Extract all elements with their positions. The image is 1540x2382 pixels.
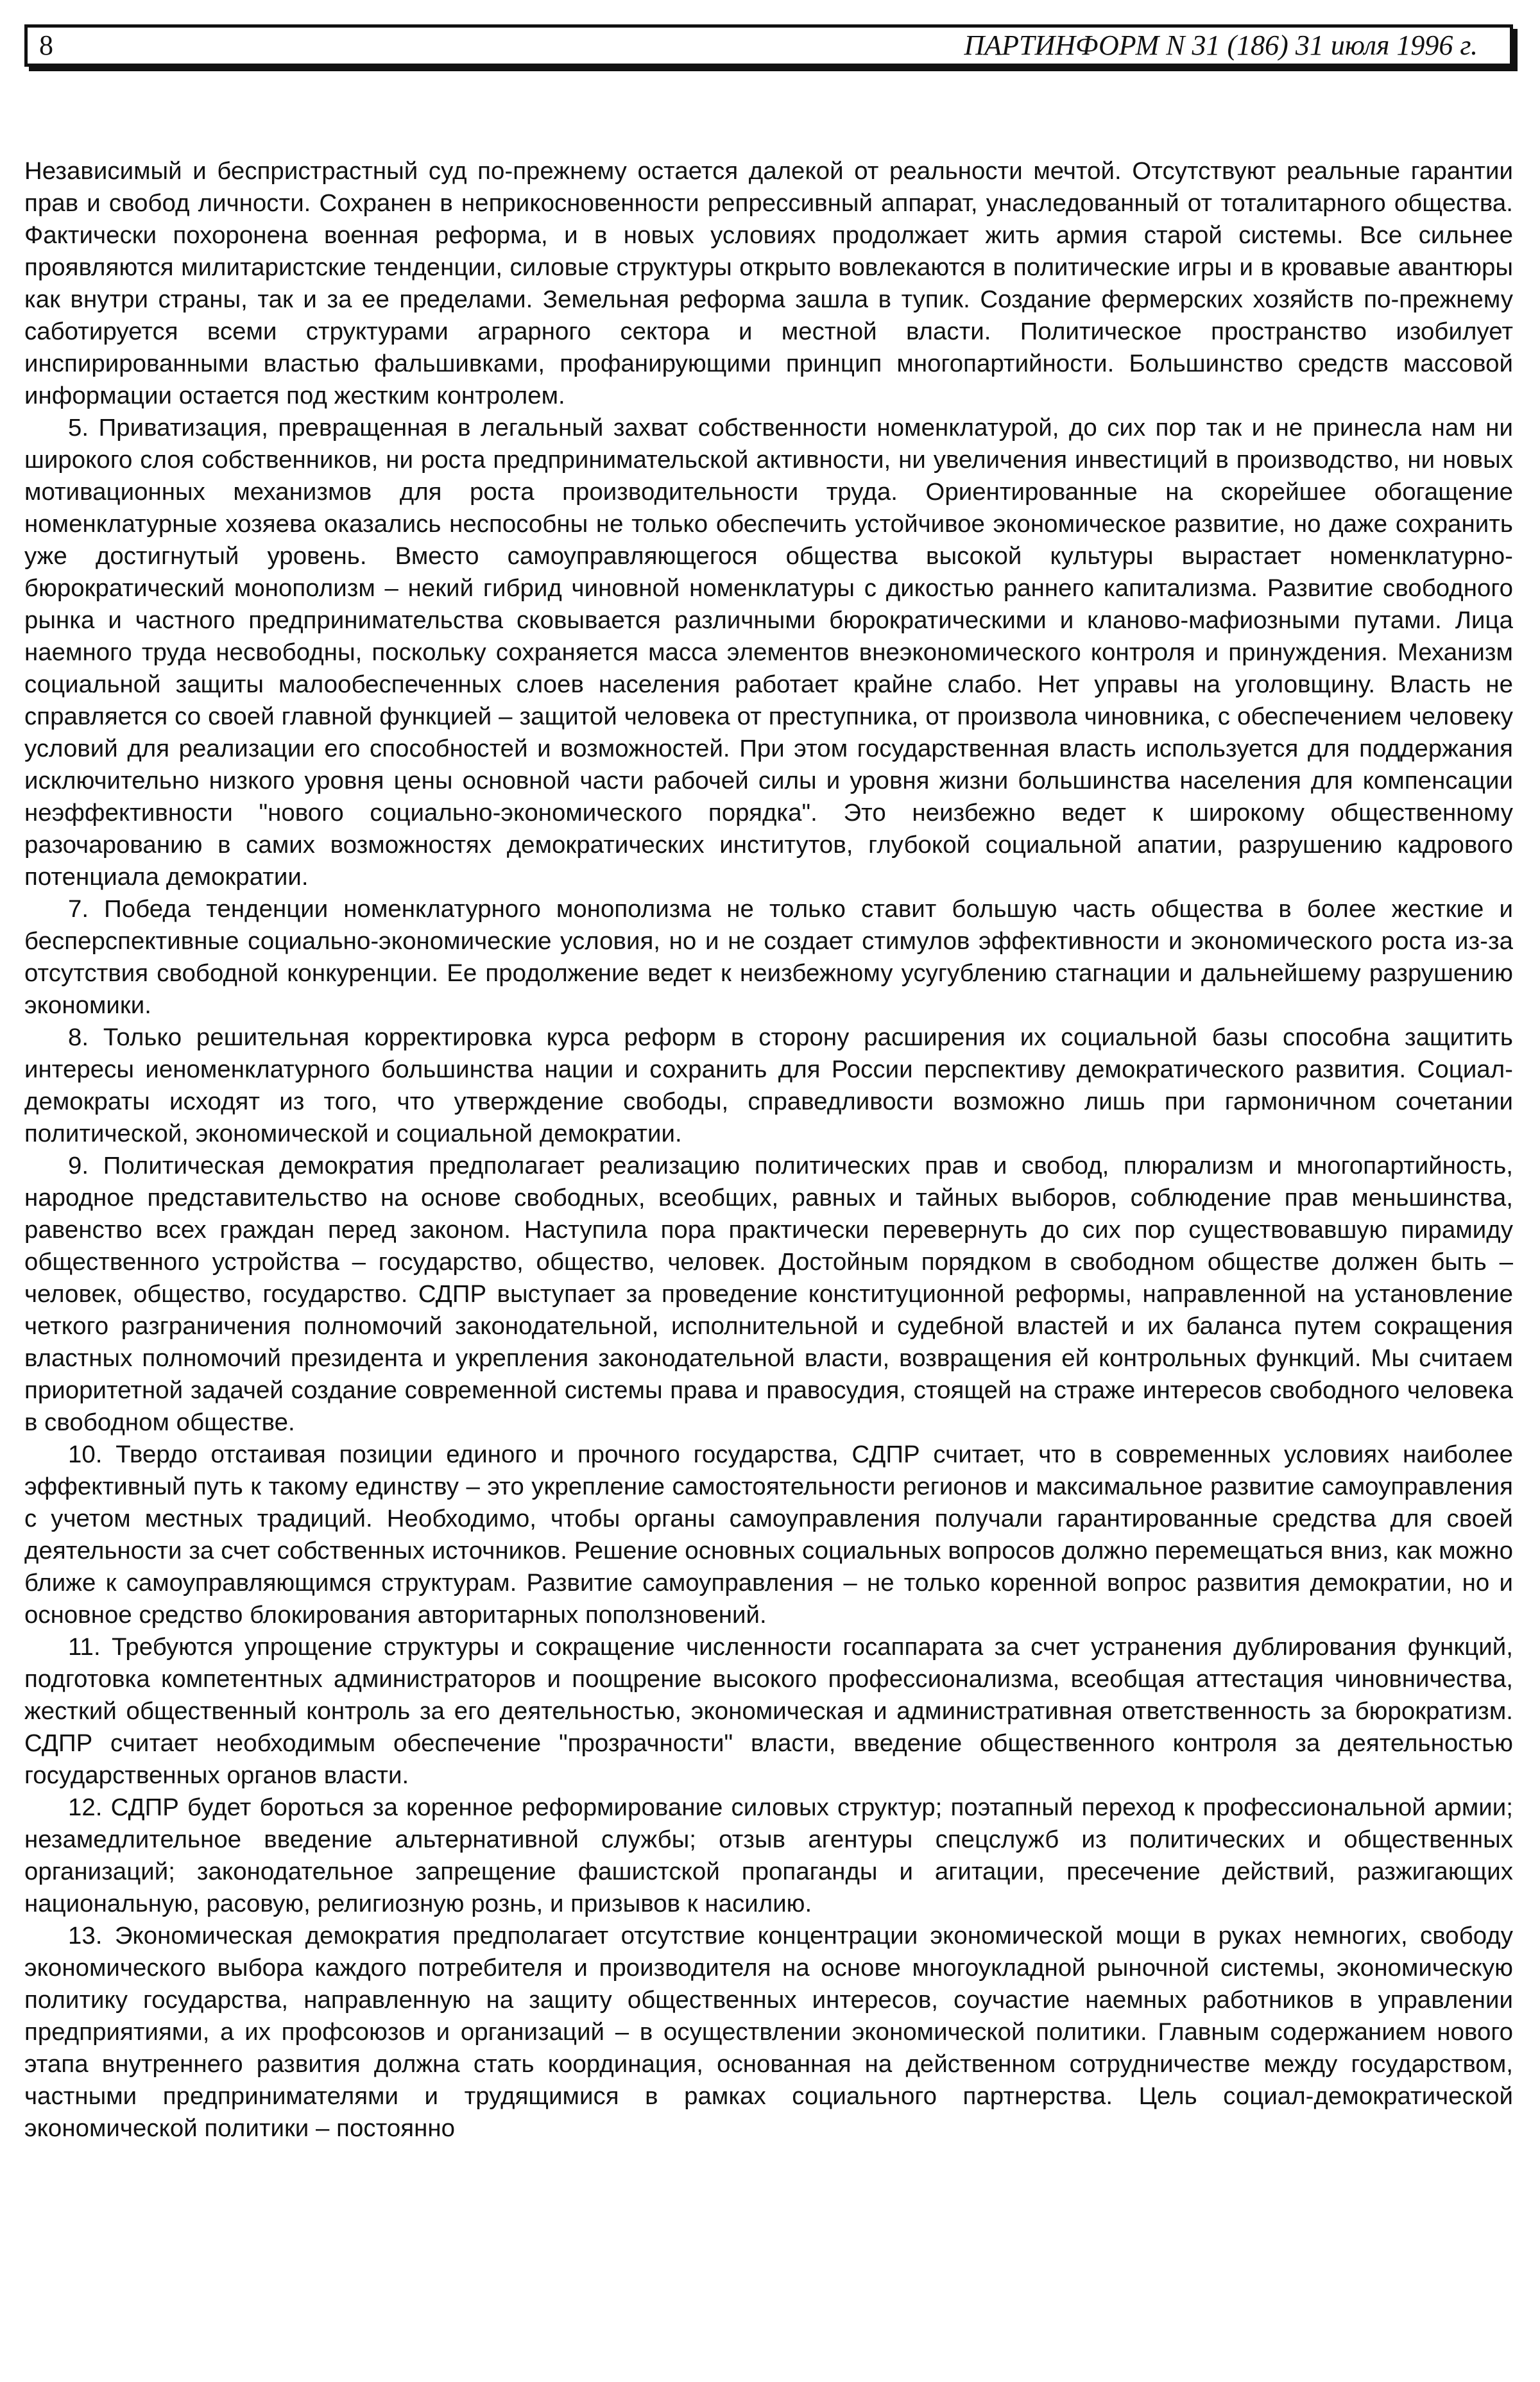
newspaper-page (24, 24, 1513, 2145)
paragraph: 7. Победа тенденции номенклатурного монополизма не только ставит большую часть общества в более жесткие и бесперспективные социально-экономические условия, но и не создает стимулов эффективности и экономического роста из-за отсутствия свободной конкуренции. Ее продолжение ведет к неизбежному усугублению стагнации и дальнейшему разрушению экономики. (24, 895, 1513, 1019)
paragraph: Независимый и беспристрастный суд по-прежнему остается далекой от реальности мечтой. Отсутствуют реальные гарантии прав и свобод личности. Сохранен в неприкосновенности репрессивный аппарат, унаследованный от тоталитарного общества. Фактически похоронена военная реформа, и в новых условиях продолжает жить армия старой системы. Все сильнее проявляются милитаристские тенденции, силовые структуры открыто вовлекаются в политические игры и в кровавые авантюры как внутри страны, так и за ее пределами. Земельная реформа зашла в тупик. Создание фермерских хозяйств по-прежнему саботируется всеми структурами аграрного сектора и местной власти. Политическое пространство изобилует инспирированными властью фальшивками, профанирующими принцип многопартийности. Большинство средств массовой информации остается под жестким контролем. (24, 157, 1513, 409)
page-header (24, 24, 1513, 67)
paragraph: 8. Только решительная корректировка курса реформ в сторону расширения их социальной базы способна защитить интересы иеноменклатурного большинства нации и сохранить для России перспективу демократического развития. Социал-демократы исходят из того, что утверждение свободы, справедливости возможно лишь при гармоничном сочетании политической, экономической и социальной демократии. (24, 1024, 1513, 1147)
paragraph: 9. Политическая демократия предполагает реализацию политических прав и свобод, плюрализм и многопартийность, народное представительство на основе свободных, всеобщих, равных и тайных выборов, соблюдение прав меньшинства, равенство всех граждан перед законом. Наступила пора практически перевернуть до сих пор существовавшую пирамиду общественного устройства – государство, общество, человек. Достойным порядком в свободном обществе должен быть – человек, общество, государство. СДПР выступает за проведение конституционной реформы, направленной на установление четкого разграничения полномочий законодательной, исполнительной и судебной властей и их баланса путем сокращения властных полномочий президента и укрепления законодательной власти, возвращения ей контрольных функций. Мы считаем приоритетной задачей создание современной системы права и правосудия, стоящей на страже интересов свободного человека в свободном обществе. (24, 1152, 1513, 1436)
masthead: ПАРТИНФОРМ N 31 (186) 31 июля 1996 г. (964, 30, 1478, 61)
paragraph: 5. Приватизация, превращенная в легальный захват собственности номенклатурой, до сих пор так и не принесла нам ни широкого слоя собственников, ни роста предпринимательской активности, ни увеличения инвестиций в производство, ни новых мотивационных механизмов для роста производительности труда. Ориентированные на скорейшее обогащение номенклатурные хозяева оказались неспособны не только обеспечить устойчивое экономическое развитие, но даже сохранить уже достигнутый уровень. Вместо самоуправляющегося общества высокой культуры вырастает номенклатурно-бюрократический монополизм – некий гибрид чиновной номенклатуры с дикостью раннего капитализма. Развитие свободного рынка и частного предпринимательства сковывается различными бюрократическими и кланово-мафиозными путами. Лица наемного труда несвободны, поскольку сохраняется масса элементов внеэкономического контроля и принуждения. Механизм социальной защиты малообеспеченных слоев населения работает крайне слабо. Нет управы на уголовщину. Власть не справляется со своей главной функцией – защитой человека от преступника, от произвола чиновника, с обеспечением человеку условий для реализации его способностей и возможностей. При этом государственная власть используется для поддержания исключительно низкого уровня цены основной части рабочей силы и уровня жизни большинства населения для компенсации неэффективности "нового социально-экономического порядка". Это неизбежно ведет к широкому общественному разочарованию в самих возможностях демократических институтов, глубокой социальной апатии, разрушению кадрового потенциала демократии. (24, 414, 1513, 891)
paragraph: 10. Твердо отстаивая позиции единого и прочного государства, СДПР считает, что в современных условиях наиболее эффективный путь к такому единству – это укрепление самостоятельности регионов и максимальное развитие самоуправления с учетом местных традиций. Необходимо, чтобы органы самоуправления получали гарантированные средства для своей деятельности за счет собственных источников. Решение основных социальных вопросов должно перемещаться вниз, как можно ближе к самоуправляющимся структурам. Развитие самоуправления – не только коренной вопрос развития демократии, но и основное средство блокирования авторитарных поползновений. (24, 1441, 1513, 1629)
paragraph: 12. СДПР будет бороться за коренное реформирование силовых структур; поэтапный переход к профессиональной армии; незамедлительное введение альтернативной службы; отзыв агентуры спецслужб из политических и общественных организаций; законодательное запрещение фашистской пропаганды и агитации, пресечение действий, разжигающих национальную, расовую, религиозную рознь, и призывов к насилию. (24, 1794, 1513, 1917)
article-body (24, 155, 1513, 2145)
page-number: 8 (39, 30, 53, 61)
paragraph: 11. Требуются упрощение структуры и сокращение численности госаппарата за счет устранения дублирования функций, подготовка компетентных администраторов и поощрение высокого профессионализма, всеобщая аттестация чиновничества, жесткий общественный контроль за его деятельностью, экономическая и административная ответственность за бюрократизм. СДПР считает необходимым обеспечение "прозрачности" власти, введение общественного контроля за деятельностью государственных органов власти. (24, 1633, 1513, 1789)
paragraph: 13. Экономическая демократия предполагает отсутствие концентрации экономической мощи в руках немногих, свободу экономического выбора каждого потребителя и производителя на основе многоукладной рыночной системы, экономическую политику государства, направленную на защиту общественных интересов, соучастие наемных работников в управлении предприятиями, а их профсоюзов и организаций – в осуществлении экономической политики. Главным содержанием нового этапа внутреннего развития должна стать координация, основанная на действенном сотрудничестве между государством, частными предпринимателями и трудящимися в рамках социального партнерства. Цель социал-демократической экономической политики – постоянно (24, 1922, 1513, 2142)
